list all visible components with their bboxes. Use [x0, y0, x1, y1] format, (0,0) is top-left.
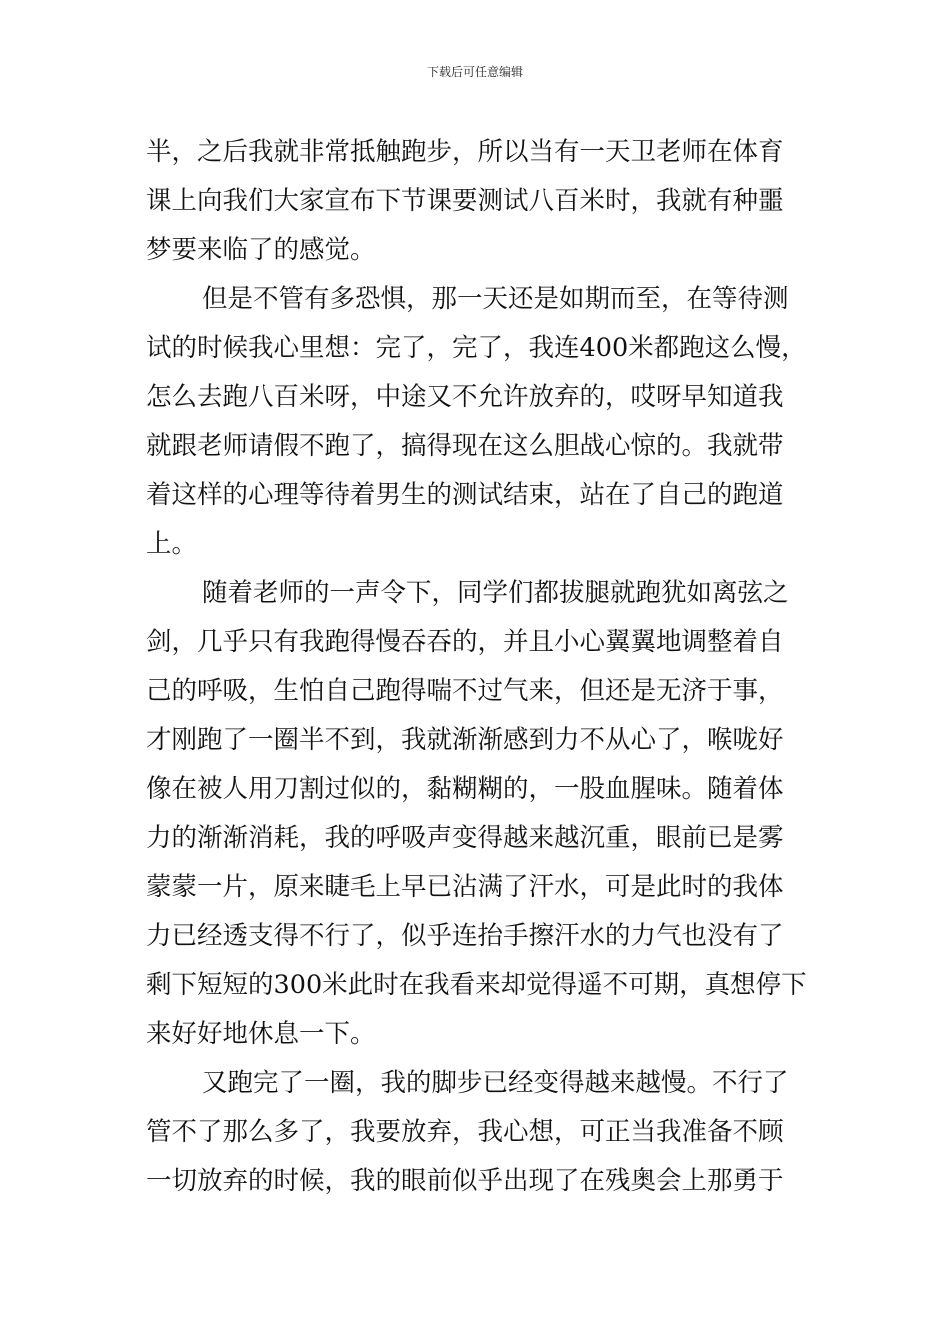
text-line: 力已经透支得不行了，似乎连抬手擦汗水的力气也没有了: [146, 921, 784, 951]
text-line: 着这样的心理等待着男生的测试结束，站在了自己的跑道: [146, 480, 784, 510]
text-line: 来好好地休息一下。: [146, 1019, 376, 1049]
paragraph-2: [146, 275, 806, 569]
text-line: 像在被人用刀割过似的，黏糊糊的，一股血腥味。随着体: [146, 774, 784, 804]
text-line: 力的渐渐消耗，我的呼吸声变得越来越沉重，眼前已是雾: [146, 823, 784, 853]
text-line: 才刚跑了一圈半不到，我就渐渐感到力不从心了，喉咙好: [146, 725, 784, 755]
text-line: 管不了那么多了，我要放弃，我心想，可正当我准备不顾: [146, 1117, 784, 1147]
text-line: 就跟老师请假不跑了，搞得现在这么胆战心惊的。我就带: [146, 431, 784, 461]
text-line: 又跑完了一圈，我的脚步已经变得越来越慢。不行了: [202, 1068, 789, 1098]
text-line: 但是不管有多恐惧，那一天还是如期而至，在等待测: [202, 284, 789, 314]
paragraph-4: [146, 1059, 806, 1206]
paragraph-3: [146, 569, 806, 1059]
text-line: 课上向我们大家宣布下节课要测试八百米时，我就有种噩: [146, 186, 784, 216]
text-line: 剩下短短的300米此时在我看来却觉得遥不可期，真想停下: [146, 970, 807, 1000]
text-line: 上。: [146, 529, 198, 559]
page-header: 下载后可任意编辑: [426, 65, 523, 79]
text-line: 己的呼吸，生怕自己跑得喘不过气来，但还是无济于事，: [146, 676, 784, 706]
text-line: 蒙蒙一片，原来睫毛上早已沾满了汗水，可是此时的我体: [146, 872, 784, 902]
text-line: 梦要来临了的感觉。: [146, 235, 376, 265]
document-body: [146, 128, 806, 1206]
text-line: 一切放弃的时候，我的眼前似乎出现了在残奥会上那勇于: [146, 1166, 784, 1196]
paragraph-1: [146, 128, 806, 275]
text-line: 半，之后我就非常抵触跑步，所以当有一天卫老师在体育: [146, 137, 784, 167]
text-line: 怎么去跑八百米呀，中途又不允许放弃的，哎呀早知道我: [146, 382, 784, 412]
text-line: 试的时候我心里想：完了，完了，我连400米都跑这么慢，: [146, 333, 807, 363]
text-line: 随着老师的一声令下，同学们都拔腿就跑犹如离弦之: [202, 578, 789, 608]
text-line: 剑，几乎只有我跑得慢吞吞的，并且小心翼翼地调整着自: [146, 627, 784, 657]
